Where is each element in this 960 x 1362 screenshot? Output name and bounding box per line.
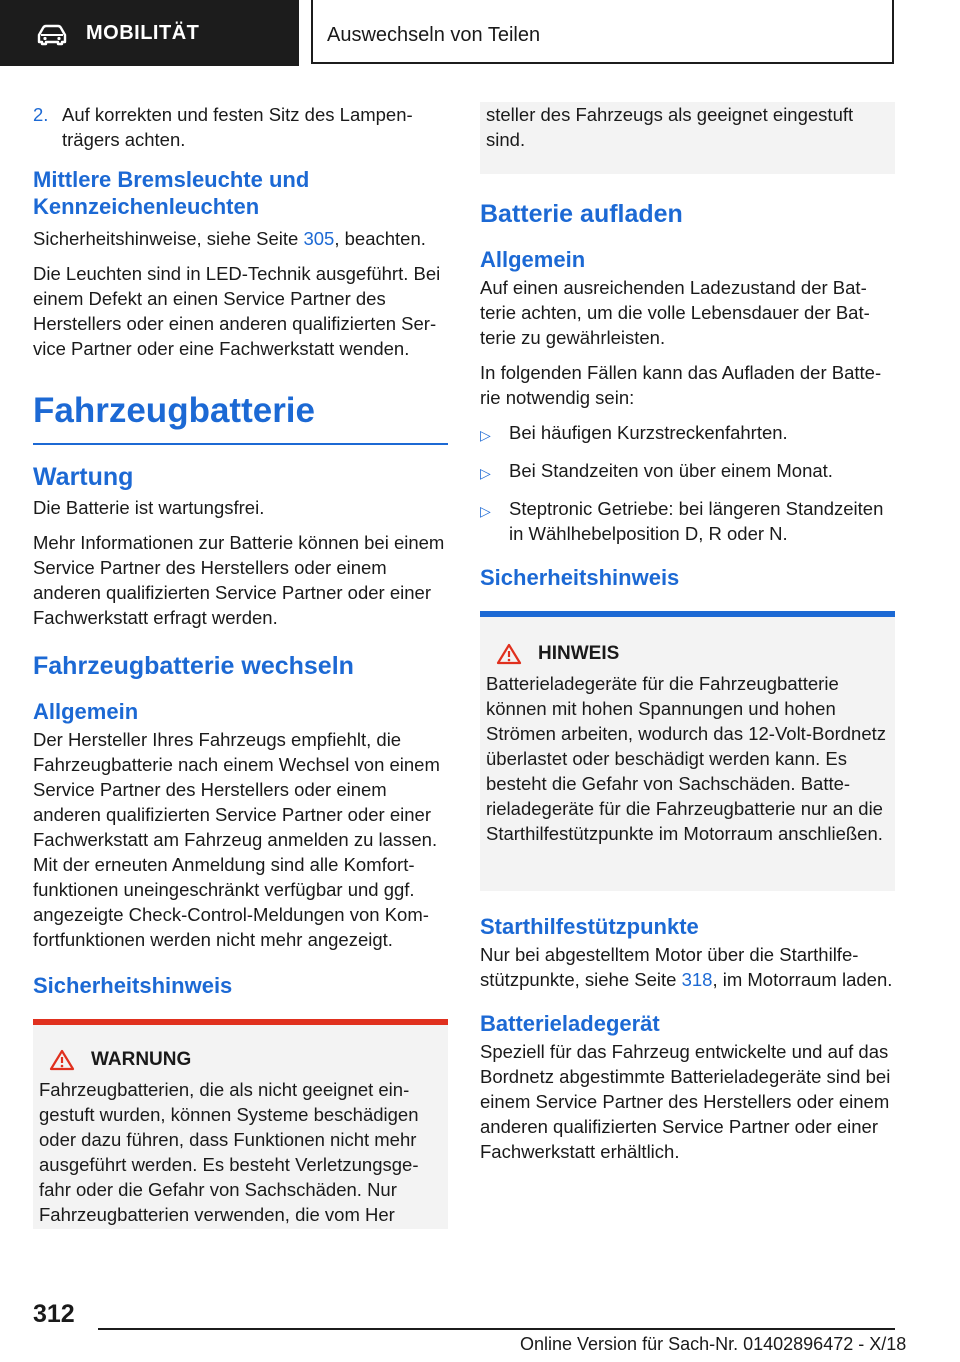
safety-heading-right: Sicherheitshinweis xyxy=(480,565,680,590)
chapter-tab[interactable] xyxy=(311,0,894,64)
notice-title-row xyxy=(486,643,889,665)
triangle-bullet-icon: ▷ xyxy=(480,427,491,443)
triangle-bullet-icon: ▷ xyxy=(480,465,491,481)
list-item xyxy=(480,420,895,448)
replace-battery-heading: Fahrzeugbatterie wechseln xyxy=(33,652,354,680)
main-heading: Fahrzeugbatterie xyxy=(33,389,448,445)
jump-start-heading: Starthilfestützpunkte xyxy=(480,914,699,939)
warning-title-row xyxy=(39,1049,442,1071)
brake-light-heading: Mittlere Bremsleuchte und Kennzeichenleuchten xyxy=(33,167,310,219)
triangle-bullet-icon: ▷ xyxy=(480,503,491,519)
charge-battery-heading: Batterie aufladen xyxy=(480,200,683,228)
page-link-305[interactable]: 305 xyxy=(303,228,335,249)
brake-safety-reference: Sicherheitshinweise, siehe Seite 305, beachten. xyxy=(33,228,426,249)
warning-box xyxy=(33,1019,448,1229)
section-title: MOBILITÄT xyxy=(86,22,200,44)
left-column xyxy=(33,102,448,1229)
warning-triangle-icon xyxy=(496,643,522,665)
section-tab[interactable] xyxy=(0,0,299,66)
page-header xyxy=(0,0,960,66)
brake-light-text: Die Leuchten sind in LED-Technik ausgeführt. Bei einem Defekt an einen Service Partner des Herstellers oder einen anderen qualifizierten Service Partner oder eine Fachwerkstatt wenden. xyxy=(33,263,441,359)
bullet-text: Bei Standzeiten von über einem Monat. xyxy=(509,460,833,481)
list-item xyxy=(480,496,895,546)
warning-box-continued xyxy=(480,102,895,174)
notice-title: HINWEIS xyxy=(538,643,620,664)
notice-box xyxy=(480,611,895,891)
notice-text: Batterieladegeräte für die Fahrzeugbatterie können mit hohen Spannungen und hohen Strömen arbeiten, wodurch das 12-Volt-Bordnetz überlastet oder beschädigt werden kann. Es besteht die Gefahr von Sachschäden. Batterieladegeräte für die Fahrzeugbatterie nur an die Starthilfestützpunkte im Motorraum anschließen. xyxy=(486,673,887,844)
safety-heading: Sicherheitshinweis xyxy=(33,973,233,998)
right-column xyxy=(480,102,895,1174)
general-heading-right: Allgemein xyxy=(480,247,586,272)
charge-text-1: Auf einen ausreichenden Ladezustand der Batterie achten, um die volle Lebensdauer der Batterie zu gewährleisten. xyxy=(480,277,870,348)
car-icon xyxy=(36,24,68,46)
maintenance-text-2: Mehr Informationen zur Batterie können bei einem Service Partner des Herstellers oder einem anderen qualifizierten Service Partner oder einer Fachwerkstatt erfragt werden. xyxy=(33,532,445,628)
maintenance-heading: Wartung xyxy=(33,463,134,491)
online-version-note: Online Version für Sach-Nr. 01402896472 - X/18 xyxy=(520,1334,907,1354)
maintenance-text-1: Die Batterie ist wartungsfrei. xyxy=(33,497,265,518)
page-link-318[interactable]: 318 xyxy=(681,969,713,990)
numbered-step xyxy=(33,102,448,152)
page-number: 312 xyxy=(33,1300,75,1328)
charge-text-2: In folgenden Fällen kann das Aufladen der Batterie notwendig sein: xyxy=(480,362,882,408)
warning-triangle-icon xyxy=(49,1049,75,1071)
charger-heading: Batterieladegerät xyxy=(480,1011,660,1036)
general-text: Der Hersteller Ihres Fahrzeugs empfiehlt, die Fahrzeugbatterie nach einem Wechsel von einem Service Partner des Herstellers oder einem anderen qualifizierten Service Partner oder einer Fachwerkstatt am Fahrzeug anmelden zu lassen. Mit der erneuten Anmeldung sind alle Komfortfunktionen uneingeschränkt verfügbar und ggf. angezeigte Check-Control-Meldungen von Komfortfunktionen werden nicht mehr angezeigt. xyxy=(33,729,440,950)
charger-text: Speziell für das Fahrzeug entwickelte und auf das Bordnetz abgestimmte Batterieladegeräte sind bei einem Service Partner des Herstellers oder einem anderen qualifizierten Service Partner oder einer Fachwerkstatt erhältlich. xyxy=(480,1041,891,1162)
jump-start-text: Nur bei abgestelltem Motor über die Starthilfestützpunkte, siehe Seite 318, im Motorraum laden. xyxy=(480,944,893,990)
warning-text: Fahrzeugbatterien, die als nicht geeignet eingestuft wurden, können Systeme beschädigen oder dazu führen, dass Funktionen nicht mehr ausgeführt werden. Es besteht Verletzungsgefahr oder die Gefahr von Sachschäden. Nur Fahrzeugbatterien verwenden, die vom Her xyxy=(39,1079,419,1225)
bullet-text: Steptronic Getriebe: bei längeren Standzeiten in Wählhebelposition D, R oder N. xyxy=(509,498,884,544)
step-number: 2. xyxy=(33,104,49,125)
general-heading: Allgemein xyxy=(33,699,139,724)
chapter-title: Auswechseln von Teilen xyxy=(327,24,541,46)
step-text: Auf korrekten und festen Sitz des Lampenträgers achten. xyxy=(62,104,413,150)
list-item xyxy=(480,458,895,486)
warning-title: WARNUNG xyxy=(91,1049,192,1070)
footer-divider xyxy=(98,1328,895,1330)
warning-text-continued: steller des Fahrzeugs als geeignet eingestuft sind. xyxy=(486,104,854,150)
bullet-text: Bei häufigen Kurzstreckenfahrten. xyxy=(509,422,788,443)
